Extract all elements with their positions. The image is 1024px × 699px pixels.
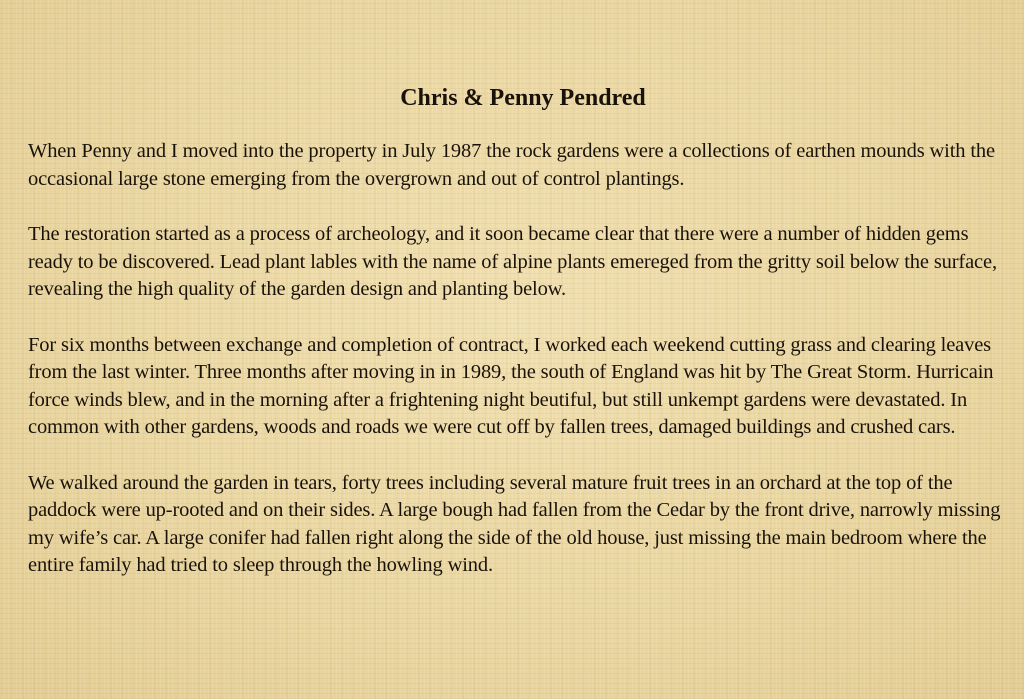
paragraph-move-in: When Penny and I moved into the property in July 1987 the rock gardens were a collections of earthen mounds with the occasional large stone emerging from the overgrown and out of control plantings. bbox=[28, 140, 995, 190]
paragraph-aftermath: We walked around the garden in tears, forty trees including several mature fruit trees in an orchard at the top of the paddock were up-rooted and on their sides. A large bough had fallen from the Cedar by the front drive, narrowly missing my wife’s car. A large conifer had fallen right along the side of the old house, just missing the main bedroom where the entire family had tried to sleep through the howling wind. bbox=[28, 471, 1001, 576]
paragraph-restoration: The restoration started as a process of archeology, and it soon became clear that there were a number of hidden gems ready to be discovered. Lead plant lables with the name of alpine plants emereged from the gritty soil below the surface, revealing the high quality of the garden design and planting below. bbox=[28, 223, 997, 300]
page-title: Chris & Penny Pendred bbox=[400, 85, 646, 111]
document-page bbox=[28, 84, 1018, 608]
paragraph-great-storm: For six months between exchange and completion of contract, I worked each weekend cutting grass and clearing leaves from the last winter. Three months after moving in in 1989, the south of England was hit by The Great Storm. Hurricain force winds blew, and in the morning after a frightening night beutiful, but still unkempt gardens were devastated. In common with other gardens, woods and roads we were cut off by fallen trees, damaged buildings and crushed cars. bbox=[28, 333, 994, 438]
